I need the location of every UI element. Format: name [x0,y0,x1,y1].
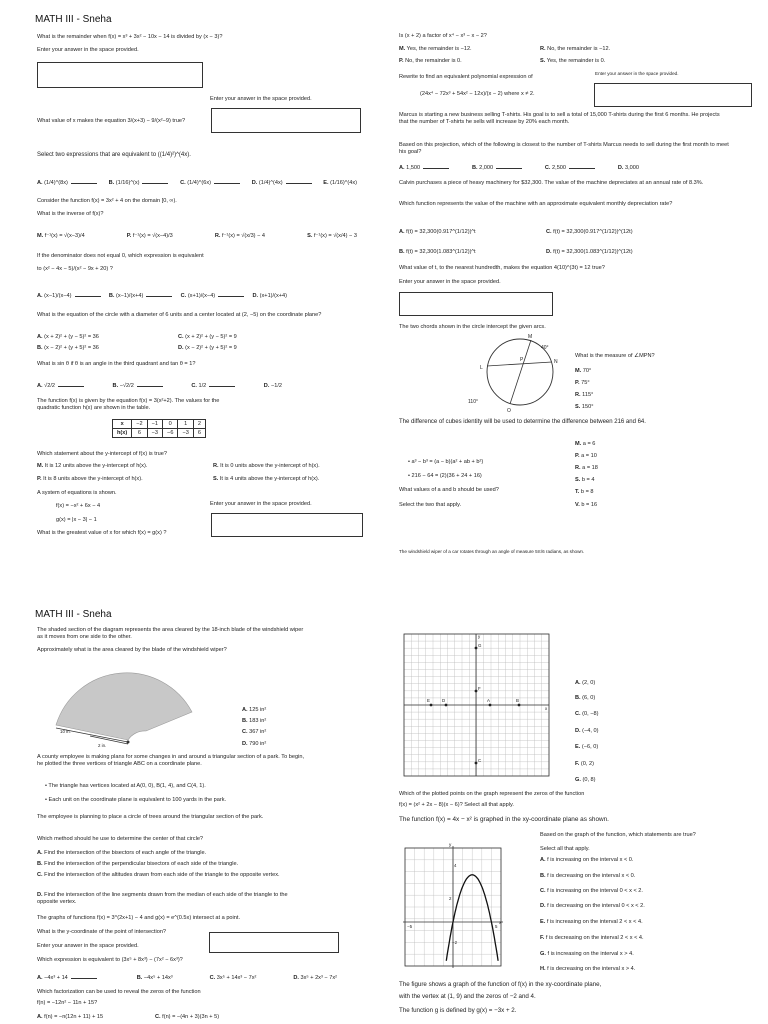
option-wiper-d[interactable]: D. 790 in² [242,741,267,747]
option-parabola-g[interactable]: G. f is increasing on the interval x > 4. [540,951,634,957]
question-remainder: What is the remainder when f(x) = x³ + 3x² − 10x − 14 is divided by (x − 3)? [37,34,223,40]
tick-neg-5: −5 [407,924,413,929]
rewrite-expression: (24x⁴ − 72x³ + 54x² − 12x)/(x − 2) where x ≠ 2. [420,91,535,97]
question-county-plan: The employee is planning to place a circle of trees around the triangular section of the park. [37,814,264,820]
option-parabola-b[interactable]: B. f is decreasing on the interval x < 0. [540,873,636,879]
option-wiper-c[interactable]: C. 367 in² [242,729,267,735]
option[interactable]: C. 2,500 [545,165,598,172]
axis-label-y: y [449,842,452,847]
option[interactable]: D. 3x⁵ + 2x³ − 7x² [293,975,337,981]
option-factor-r[interactable]: R. No, the remainder is −12. [540,46,611,52]
page-title: MATH III - Sneha [35,609,112,620]
option-zeros-a[interactable]: A. (2, 0) [575,680,596,686]
option-cubes-r[interactable]: R. a = 18 [575,465,598,471]
option-zeros-f[interactable]: F. (0, 2) [575,761,594,767]
option-wiper-a[interactable]: A. 125 in² [242,707,267,713]
option[interactable]: C. (x+1)/(x−4) [181,293,248,300]
option-county-b[interactable]: B. Find the intersection of the perpendicular bisectors of each side of the triangle. [37,861,239,867]
option-parabola-a[interactable]: A. f is increasing on the interval x < 0. [540,857,634,863]
option-county-c[interactable]: C. Find the intersection of the altitudes drawn from each side of the triangle to the opposite vertex. [37,872,280,878]
option-zeros-g[interactable]: G. (0, 8) [575,777,596,783]
option-cubes-p[interactable]: P. a = 10 [575,453,597,459]
option-parabola-h[interactable]: H. f is decreasing on the interval x > 4. [540,966,636,972]
question-graphs: The graphs of functions f(x) = 3^(2x+1) − 4 and g(x) = e^(0.5x) intersect at a point. [37,915,240,921]
chord-circle-diagram [470,332,570,414]
question-chords: The two chords shown in the circle intercept the given arcs. [399,324,546,330]
county-bullet-2: • Each unit on the coordinate plane is equivalent to 100 yards in the park. [45,797,226,804]
question-parabola-ask: Based on the graph of the function, which statements are true? [540,832,696,838]
option-factorize-a[interactable]: A. f(n) = −n(12n + 11) + 15 [37,1014,104,1020]
question-sin: What is sin θ if θ is an angle in the third quadrant and tan θ = 1? [37,361,196,367]
answer-box-remainder[interactable] [37,62,203,88]
question-system: A system of equations is shown. [37,490,117,496]
question-cubes-ask: What values of a and b should be used? [399,487,499,493]
system-equation-1: f(x) = −x² + 6x − 4 [56,503,101,509]
question-log: What value of t, to the nearest hundredth, makes the equation 4(10)^(3t) = 12 true? [399,265,605,271]
svg-text:E: E [427,698,430,703]
option[interactable]: E. (1/16)^(4x) [323,180,357,186]
question-shaded: The shaded section of the diagram represents the area cleared by the 18-inch blade of the windshield wiper as it moves from one side to the other. [37,627,304,640]
option-circle-a[interactable]: A. (x + 2)² + (y − 5)² = 36 [37,334,99,340]
answer-box-equation[interactable] [211,108,361,133]
answer-box-log[interactable] [399,292,553,316]
question-rational: If the denominator does not equal 0, which expression is equivalent [37,253,204,259]
label-2in: 2 in. [98,743,107,748]
answer-instruction: Enter your answer in the space provided. [210,96,312,102]
option-county-a[interactable]: A. Find the intersection of the bisectors of each angle of the triangle. [37,850,207,856]
option-cubes-m[interactable]: M. a = 6 [575,441,596,447]
option[interactable]: A. (x−1)/(x−4) [37,293,104,300]
answer-box-system[interactable] [211,513,363,537]
option-circle-c[interactable]: C. (x + 2)² + (y − 5)² = 9 [178,334,237,340]
option[interactable]: C. (1/4)^(6x) [180,180,243,187]
label-m: M [528,334,533,340]
svg-text:F: F [478,686,481,691]
question-inverse: Consider the function f(x) = 3x² + 4 on the domain [0, ∞). [37,198,177,204]
option-quad-m[interactable]: M. It is 12 units above the y-intercept of h(x). [37,463,148,469]
points-grid [399,630,554,780]
point-c [475,758,482,764]
question-calvin: Calvin purchases a piece of heavy machinery for $32,300. The value of the machine depreciates at an annual rate of 8.3%. [399,180,704,186]
option-cubes-s[interactable]: S. b = 4 [575,477,595,483]
answer-instruction: Enter your answer in the space provided. [37,943,139,949]
option-mpn-r[interactable]: R. 115° [575,392,594,398]
question-cubes-select: Select the two that apply. [399,502,462,508]
question-inverse-ask: What is the inverse of f(x)? [37,211,104,217]
axis-label-y: y [478,634,481,639]
option-quad-r[interactable]: R. It is 0 units above the y-intercept of h(x). [213,463,320,469]
question-factorize: Which factorization can be used to reveal the zeros of the function [37,989,201,995]
page-title: MATH III - Sneha [35,14,112,25]
option-factor-p[interactable]: P. No, the remainder is 0. [399,58,462,64]
values-table: x −2 −1 0 1 2 h(x) 6 −3 −6 −3 6 [112,419,206,438]
option[interactable]: B. −√2/2 [113,383,166,390]
option[interactable]: C. 1/2 [191,383,238,390]
label-n: N [554,359,558,365]
question-wiper-angle: The windshield wiper of a car rotates through an angle of measure 5π/6 radians, as shown. [399,549,585,554]
svg-text:G: G [478,643,482,648]
option-calvin-b[interactable]: B. f(t) = 32,300(1.083^(1/12))^t [399,249,476,255]
question-rational-expr: to (x² − 4x − 5)/(x² − 9x + 20) ? [37,266,113,272]
option-calvin-d[interactable]: D. f(t) = 32,300(1.083^(1/12))^(12t) [546,249,633,255]
question-factor: Is (x + 2) a factor of x⁴ − x³ − x − 2? [399,33,487,39]
option[interactable]: B. (x−1)/(x+4) [109,293,176,300]
label-o: O [507,408,511,414]
answer-instruction: Enter your answer in the space provided. [37,47,139,53]
question-equation: What value of x makes the equation 3/(x+3) − 9/(x²−9) true? [37,118,186,124]
option-mpn-s[interactable]: S. 150° [575,404,594,410]
label-l: L [480,365,483,371]
option-factor-m[interactable]: M. Yes, the remainder is −12. [399,46,472,52]
tick-4: 4 [454,863,457,868]
question-shaded-ask: Approximately what is the area cleared by the blade of the windshield wiper? [37,647,227,653]
option-zeros-b[interactable]: B. (6, 0) [575,695,596,701]
option-circle-d[interactable]: D. (x − 2)² + (y + 5)² = 9 [178,345,237,351]
arc-label-110: 110° [468,399,478,405]
answer-instruction: Enter your answer in the space provided. [399,279,501,285]
option-factorize-c[interactable]: C. f(n) = −(4n + 3)(3n + 5) [155,1014,220,1020]
question-cubes: The difference of cubes identity will be used to determine the difference between 216 and 64. [399,419,646,425]
option-parabola-c[interactable]: C. f is increasing on the interval 0 < x < 2. [540,888,643,894]
cubes-bullet-2: • 216 − 64 = (2)(36 + 24 + 16) [408,473,482,480]
question-factorize-fn: f(n) = −12n² − 11n + 15? [37,1000,98,1006]
option-county-d[interactable]: D. Find the intersection of the line segments drawn from the median of each side of the triangle to the opposite vertex. [37,892,288,905]
option-parabola-d[interactable]: D. f is decreasing on the interval 0 < x < 2. [540,903,645,909]
question-parabola: The function f(x) = 4x − x² is graphed in the xy-coordinate plane as shown. [399,816,609,823]
option-calvin-a[interactable]: A. f(t) = 32,300(0.917^(1/12))^t [399,229,476,235]
wiper-diagram [40,658,200,750]
question-calvin-ask: Which function represents the value of the machine with an approximate equivalent monthly depreciation rate? [399,201,673,207]
option[interactable]: S. f⁻¹(x) = √(x/4) − 3 [307,233,357,239]
option-parabola-f[interactable]: F. f is decreasing on the interval 2 < x < 4. [540,935,644,941]
option[interactable]: A. −4x³ + 14 [37,975,100,982]
option-factor-s[interactable]: S. Yes, the remainder is 0. [540,58,606,64]
tick-5: 5 [495,924,498,929]
tick-neg-2: −2 [452,940,458,945]
svg-text:B: B [516,698,519,703]
question-system-ask: What is the greatest value of x for which f(x) = g(x) ? [37,530,167,536]
question-figure-2: with the vertex at (1, 9) and the zeros of −2 and 4. [399,993,536,1000]
arc-label-40: 40° [541,345,549,351]
question-marcus-ask: Based on this projection, which of the following is closest to the number of T-shirts Marcus needs to sell during the first month to meet his goal? [399,142,729,155]
option[interactable]: R. f⁻¹(x) = √(x/3) − 4 [214,233,266,239]
option-cubes-t[interactable]: T. b = 8 [575,489,594,495]
option-cubes-v[interactable]: V. b = 16 [575,502,598,508]
question-rewrite: Rewrite to find an equivalent polynomial expression of [399,74,533,80]
question-select-two: Select two expressions that are equivalent to ((1/4)²)^(4x). [37,152,191,158]
label-10in: 10 in. [60,729,71,734]
question-circle: What is the equation of the circle with a diameter of 6 units and a center located at (2, −5) on the coordinate plane? [37,312,322,318]
question-marcus: Marcus is starting a new business selling T-shirts. His goal is to sell a total of 15,000 T-shirts during the first 6 months. He projects that the number of T-shirts he sells will increase by 20% each month. [399,112,720,125]
option[interactable]: P. f⁻¹(x) = √(x−4)/3 [126,233,173,239]
answer-box-graphs[interactable] [209,932,339,953]
parabola-graph [399,838,509,972]
question-county: A county employee is making plans for some changes in and around a triangular section of a park. To begin, he plotted the three vertices of triangle ABC on a coordinate plane. [37,754,305,767]
option-mpn-m[interactable]: M. 70° [575,368,592,374]
option[interactable]: A. √2/2 [37,383,87,390]
options-select-two [37,180,357,187]
question-quadratic-2: quadratic function h(x) are shown in the table. [37,405,151,411]
option[interactable]: B. 2,000 [472,165,525,172]
cubes-bullet-1: • a³ − b³ = (a − b)(a² + ab + b²) [408,459,483,466]
svg-text:A: A [487,698,490,703]
options-inverse [37,233,357,240]
option-mpn-p[interactable]: P. 75° [575,380,590,386]
options-poly [37,975,337,982]
axis-label-x: x [545,706,548,711]
question-quadratic: The function f(x) is given by the equation f(x) = 3(x²+2). The values for the [37,398,220,404]
option[interactable]: B. −4x⁵ + 14x³ [136,975,173,981]
option-wiper-b[interactable]: B. 183 in² [242,718,267,724]
tick-2: 2 [449,896,452,901]
option-parabola-e[interactable]: E. f is increasing on the interval 2 < x < 4. [540,919,643,925]
point-f [475,686,481,692]
county-bullet-1: • The triangle has vertices located at A(0, 0), B(1, 4), and C(4, 1). [45,783,206,790]
label-p: P [520,357,524,363]
options-rational [37,293,287,300]
axis-label-x: x [499,920,502,925]
question-quadratic-ask: Which statement about the y-intercept of f(x) is true? [37,451,167,457]
option-zeros-e[interactable]: E. (−6, 0) [575,744,599,750]
option-calvin-c[interactable]: C. f(t) = 32,300(0.917^(1/12))^(12t) [546,229,633,235]
question-figure-3: The function g is defined by g(x) = −3x + 2. [399,1007,517,1014]
option[interactable]: C. 3x⁵ + 14x³ − 7x² [209,975,257,981]
question-graphs-ask: What is the y-coordinate of the point of intersection? [37,929,167,935]
option[interactable]: M. f⁻¹(x) = √(x−3)/4 [37,233,85,239]
question-zeros-fn: f(x) = (x² + 2x − 8)(x − 6)? Select all that apply. [399,802,514,808]
option-quad-p[interactable]: P. It is 8 units above the y-intercept of h(x). [37,476,143,482]
question-figure: The figure shows a graph of the function of f(x) in the xy-coordinate plane, [399,981,602,988]
option-zeros-d[interactable]: D. (−4, 0) [575,728,599,734]
option[interactable]: D. −1/2 [263,383,282,389]
options-sin [37,383,282,390]
question-zeros: Which of the plotted points on the graph represent the zeros of the function [399,791,585,797]
answer-box-rewrite[interactable] [594,83,752,107]
answer-instruction: Enter your answer in the space provided. [210,501,312,507]
options-marcus [399,165,639,172]
svg-text:D: D [442,698,446,703]
option[interactable]: D. (1/4)^(4x) [252,180,315,187]
option-zeros-c[interactable]: C. (0, −8) [575,711,599,717]
system-equation-2: g(x) = |x − 3| − 1 [56,517,97,523]
answer-instruction: Enter your answer in the space provided. [595,71,679,76]
option[interactable]: A. 1,500 [399,165,452,172]
svg-text:C: C [478,758,482,763]
option[interactable]: B. (1/16)^(x) [109,180,172,187]
question-mpn: What is the measure of ∠MPN? [575,353,655,359]
option[interactable]: D. (x+1)/(x+4) [252,293,287,299]
question-poly: Which expression is equivalent to (3x⁵ + 8x³) − (7x² − 6x³)? [37,957,183,963]
option[interactable]: A. (1/4)^(8x) [37,180,100,187]
option-quad-s[interactable]: S. It is 4 units above the y-intercept of h(x). [213,476,320,482]
option[interactable]: D. 3,000 [617,165,639,171]
question-parabola-select: Select all that apply. [540,846,590,852]
question-county-ask: Which method should he use to determine the center of that circle? [37,836,204,842]
option-circle-b[interactable]: B. (x − 2)² + (y + 5)² = 36 [37,345,99,351]
